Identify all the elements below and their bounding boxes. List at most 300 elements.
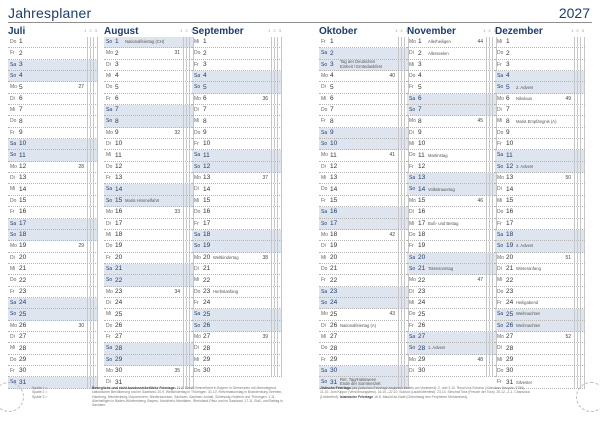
- day-row[interactable]: [8, 355, 98, 366]
- day-row[interactable]: [192, 37, 282, 48]
- day-row[interactable]: [8, 48, 98, 59]
- day-row[interactable]: [8, 230, 98, 241]
- entry-box-3[interactable]: [93, 150, 99, 160]
- entry-box-3[interactable]: [580, 309, 586, 319]
- day-row[interactable]: [495, 343, 585, 354]
- entry-box-3[interactable]: [93, 321, 99, 331]
- day-row[interactable]: [407, 207, 497, 218]
- day-row[interactable]: [192, 173, 282, 184]
- day-row[interactable]: [8, 71, 98, 82]
- day-row[interactable]: [407, 139, 497, 150]
- day-row[interactable]: [319, 60, 409, 71]
- entry-box-3[interactable]: [93, 219, 99, 229]
- entry-box-3[interactable]: [580, 162, 586, 172]
- entry-box-3[interactable]: [93, 275, 99, 285]
- day-row[interactable]: [495, 355, 585, 366]
- entry-box-3[interactable]: [580, 116, 586, 126]
- day-row[interactable]: [192, 275, 282, 286]
- day-row[interactable]: [495, 196, 585, 207]
- entry-box-3[interactable]: [277, 60, 283, 70]
- day-row[interactable]: [192, 230, 282, 241]
- entry-box-3[interactable]: [277, 253, 283, 263]
- day-row[interactable]: [495, 207, 585, 218]
- entry-box-3[interactable]: [580, 219, 586, 229]
- entry-box-3[interactable]: [277, 184, 283, 194]
- week-number: 38: [262, 254, 268, 261]
- day-row[interactable]: [8, 37, 98, 48]
- day-row[interactable]: [407, 128, 497, 139]
- day-row[interactable]: [407, 343, 497, 354]
- day-row[interactable]: [495, 37, 585, 48]
- day-row[interactable]: [192, 241, 282, 252]
- day-row[interactable]: [319, 298, 409, 309]
- day-row[interactable]: [104, 230, 194, 241]
- day-row[interactable]: [104, 275, 194, 286]
- day-row[interactable]: [192, 94, 282, 105]
- entry-box-3[interactable]: [93, 332, 99, 342]
- day-row[interactable]: [192, 219, 282, 230]
- day-number: 4: [330, 72, 334, 80]
- day-row[interactable]: [319, 230, 409, 241]
- entry-box-3[interactable]: [93, 230, 99, 240]
- day-row[interactable]: [104, 139, 194, 150]
- footer-right-body-2: 16.8. Maulid an-Nabi (Geburtstag des Propheten Mohammed).: [374, 394, 469, 399]
- day-row[interactable]: [407, 94, 497, 105]
- entry-box-3[interactable]: [93, 116, 99, 126]
- day-row[interactable]: [495, 241, 585, 252]
- day-row[interactable]: [319, 343, 409, 354]
- day-row[interactable]: [8, 207, 98, 218]
- entry-box-3[interactable]: [580, 173, 586, 183]
- day-row[interactable]: [192, 116, 282, 127]
- day-row[interactable]: [104, 162, 194, 173]
- entry-box-3[interactable]: [580, 253, 586, 263]
- day-row[interactable]: [319, 94, 409, 105]
- weekday-label: Fr: [497, 141, 502, 148]
- day-number: 24: [115, 299, 123, 307]
- day-number: 27: [506, 333, 514, 341]
- day-row[interactable]: [495, 309, 585, 320]
- entry-box-3[interactable]: [580, 150, 586, 160]
- entry-box-3[interactable]: [277, 116, 283, 126]
- day-row[interactable]: [8, 173, 98, 184]
- entry-box-3[interactable]: [580, 184, 586, 194]
- day-row[interactable]: [104, 355, 194, 366]
- day-row[interactable]: [319, 264, 409, 275]
- day-row[interactable]: [319, 309, 409, 320]
- day-row[interactable]: [192, 332, 282, 343]
- day-row[interactable]: [104, 343, 194, 354]
- day-number: 1: [19, 38, 23, 46]
- day-number: 20: [203, 253, 211, 261]
- entry-box-3[interactable]: [580, 71, 586, 81]
- weekday-label: Mo: [321, 73, 328, 80]
- day-row[interactable]: [192, 128, 282, 139]
- day-row[interactable]: [8, 321, 98, 332]
- entry-box-3[interactable]: [277, 321, 283, 331]
- day-row[interactable]: [495, 230, 585, 241]
- day-row[interactable]: [319, 105, 409, 116]
- weekday-label: Fr: [409, 84, 414, 91]
- entry-box-3[interactable]: [580, 48, 586, 58]
- entry-box-3[interactable]: [93, 162, 99, 172]
- day-row[interactable]: [495, 298, 585, 309]
- day-row[interactable]: [407, 219, 497, 230]
- day-number: 15: [418, 197, 426, 205]
- day-row[interactable]: [495, 321, 585, 332]
- day-row[interactable]: [495, 105, 585, 116]
- entry-box-3[interactable]: [580, 343, 586, 353]
- entry-box-3[interactable]: [93, 298, 99, 308]
- entry-box-3[interactable]: [277, 82, 283, 92]
- day-row[interactable]: [104, 366, 194, 377]
- day-row[interactable]: [8, 275, 98, 286]
- day-row[interactable]: [495, 162, 585, 173]
- entry-box-3[interactable]: [93, 105, 99, 115]
- day-row[interactable]: [104, 60, 194, 71]
- day-row[interactable]: [8, 94, 98, 105]
- entry-box-3[interactable]: [93, 173, 99, 183]
- day-row[interactable]: [104, 128, 194, 139]
- footer-right-title-2: Islamische Feiertage: [339, 394, 374, 399]
- column-marks: 1 2 3: [84, 28, 98, 33]
- entry-box-3[interactable]: [277, 366, 283, 376]
- entry-box-3[interactable]: [93, 60, 99, 70]
- entry-box-3[interactable]: [277, 264, 283, 274]
- weekday-label: Mi: [194, 356, 200, 363]
- day-row[interactable]: [495, 48, 585, 59]
- day-row[interactable]: [104, 332, 194, 343]
- day-row[interactable]: [8, 60, 98, 71]
- day-row[interactable]: [8, 298, 98, 309]
- entry-box-3[interactable]: [93, 343, 99, 353]
- weekday-label: Mo: [321, 311, 328, 318]
- entry-box-3[interactable]: [580, 94, 586, 104]
- entry-box-3[interactable]: [93, 139, 99, 149]
- entry-box-3[interactable]: [277, 355, 283, 365]
- day-row[interactable]: [192, 48, 282, 59]
- day-row[interactable]: [407, 105, 497, 116]
- day-row[interactable]: [495, 150, 585, 161]
- day-row[interactable]: [495, 116, 585, 127]
- day-row[interactable]: [192, 60, 282, 71]
- day-row[interactable]: [495, 94, 585, 105]
- day-row[interactable]: [407, 184, 497, 195]
- day-row[interactable]: [192, 196, 282, 207]
- entry-box-3[interactable]: [277, 173, 283, 183]
- day-row[interactable]: [407, 60, 497, 71]
- day-row[interactable]: [8, 139, 98, 150]
- day-row[interactable]: [104, 321, 194, 332]
- day-row[interactable]: [319, 219, 409, 230]
- day-row[interactable]: [8, 264, 98, 275]
- entry-box-3[interactable]: [580, 196, 586, 206]
- entry-box-3[interactable]: [277, 275, 283, 285]
- day-row[interactable]: [8, 366, 98, 377]
- day-row[interactable]: [407, 162, 497, 173]
- entry-box-3[interactable]: [277, 71, 283, 81]
- entry-box-3[interactable]: [580, 60, 586, 70]
- weekday-label: Di: [106, 379, 111, 386]
- day-row[interactable]: [407, 150, 497, 161]
- day-row[interactable]: [8, 253, 98, 264]
- entry-box-3[interactable]: [277, 48, 283, 58]
- day-row[interactable]: [407, 48, 497, 59]
- entry-box-3[interactable]: [93, 37, 99, 47]
- entry-box-3[interactable]: [93, 253, 99, 263]
- entry-box-3[interactable]: [93, 241, 99, 251]
- day-number: 7: [330, 106, 334, 114]
- day-row[interactable]: [192, 207, 282, 218]
- day-row[interactable]: [319, 184, 409, 195]
- entry-box-3[interactable]: [580, 298, 586, 308]
- day-row[interactable]: [407, 82, 497, 93]
- day-row[interactable]: [192, 150, 282, 161]
- day-number: 31: [115, 378, 123, 386]
- entry-box-3[interactable]: [580, 128, 586, 138]
- entry-box-3[interactable]: [277, 150, 283, 160]
- day-row[interactable]: [407, 366, 497, 377]
- day-number: 12: [203, 163, 211, 171]
- day-row[interactable]: [495, 82, 585, 93]
- day-row[interactable]: [319, 128, 409, 139]
- day-row[interactable]: [8, 241, 98, 252]
- column-marks: 1 2 3: [268, 28, 282, 33]
- day-row[interactable]: [407, 298, 497, 309]
- entry-box-3[interactable]: [277, 196, 283, 206]
- day-row[interactable]: [319, 116, 409, 127]
- entry-box-3[interactable]: [277, 162, 283, 172]
- day-row[interactable]: [319, 71, 409, 82]
- day-row[interactable]: [8, 150, 98, 161]
- day-row[interactable]: [319, 150, 409, 161]
- day-row[interactable]: [104, 309, 194, 320]
- day-row[interactable]: [8, 196, 98, 207]
- entry-box-3[interactable]: [93, 207, 99, 217]
- day-row[interactable]: [192, 355, 282, 366]
- day-row[interactable]: [104, 150, 194, 161]
- day-row[interactable]: [104, 241, 194, 252]
- day-row[interactable]: [8, 343, 98, 354]
- entry-box-3[interactable]: [277, 287, 283, 297]
- day-row[interactable]: [192, 298, 282, 309]
- day-row[interactable]: [495, 264, 585, 275]
- day-row[interactable]: [192, 343, 282, 354]
- day-row[interactable]: [407, 37, 497, 48]
- day-row[interactable]: [192, 253, 282, 264]
- day-row[interactable]: [495, 184, 585, 195]
- entry-box-3[interactable]: [277, 207, 283, 217]
- day-row[interactable]: [407, 332, 497, 343]
- day-row[interactable]: [192, 366, 282, 377]
- day-row[interactable]: [495, 60, 585, 71]
- day-row[interactable]: [319, 82, 409, 93]
- day-row[interactable]: [407, 264, 497, 275]
- day-row[interactable]: [192, 139, 282, 150]
- entry-box-3[interactable]: [580, 139, 586, 149]
- day-row[interactable]: [319, 287, 409, 298]
- weekday-label: Mi: [409, 61, 415, 68]
- day-row[interactable]: [495, 366, 585, 377]
- entry-box-3[interactable]: [93, 287, 99, 297]
- day-row[interactable]: [319, 355, 409, 366]
- day-row[interactable]: [104, 116, 194, 127]
- day-row[interactable]: [319, 162, 409, 173]
- entry-box-3[interactable]: [93, 366, 99, 376]
- day-row[interactable]: [8, 184, 98, 195]
- entry-box-3[interactable]: [277, 37, 283, 47]
- day-number: 19: [203, 242, 211, 250]
- entry-box-3[interactable]: [93, 355, 99, 365]
- day-row[interactable]: [407, 355, 497, 366]
- entry-box-3[interactable]: [93, 71, 99, 81]
- day-row[interactable]: [192, 162, 282, 173]
- entry-box-3[interactable]: [580, 355, 586, 365]
- weekday-label: Di: [10, 95, 15, 102]
- entry-box-3[interactable]: [277, 230, 283, 240]
- day-row[interactable]: [407, 71, 497, 82]
- day-number: 11: [19, 151, 26, 159]
- day-row[interactable]: [192, 71, 282, 82]
- day-row[interactable]: [407, 241, 497, 252]
- entry-box-3[interactable]: [580, 321, 586, 331]
- day-row[interactable]: [192, 321, 282, 332]
- day-row[interactable]: [104, 287, 194, 298]
- entry-box-3[interactable]: [580, 275, 586, 285]
- day-row[interactable]: [104, 298, 194, 309]
- day-row[interactable]: [192, 264, 282, 275]
- day-row[interactable]: [495, 219, 585, 230]
- day-row[interactable]: [319, 275, 409, 286]
- day-row[interactable]: [495, 332, 585, 343]
- entry-box-3[interactable]: [277, 139, 283, 149]
- day-row[interactable]: [104, 253, 194, 264]
- weekday-label: Mi: [106, 231, 112, 238]
- day-row[interactable]: [8, 309, 98, 320]
- day-row[interactable]: [319, 366, 409, 377]
- day-row[interactable]: [407, 321, 497, 332]
- entry-box-3[interactable]: [580, 207, 586, 217]
- entry-box-3[interactable]: [580, 264, 586, 274]
- day-row[interactable]: [104, 105, 194, 116]
- day-row[interactable]: [192, 184, 282, 195]
- day-row[interactable]: [104, 207, 194, 218]
- day-row[interactable]: [319, 207, 409, 218]
- day-row[interactable]: [407, 253, 497, 264]
- day-row[interactable]: [407, 287, 497, 298]
- entry-box-3[interactable]: [93, 128, 99, 138]
- entry-box-3[interactable]: [580, 366, 586, 376]
- day-row[interactable]: [495, 139, 585, 150]
- day-row[interactable]: [319, 332, 409, 343]
- day-row[interactable]: [8, 287, 98, 298]
- weekday-label: Mi: [194, 118, 200, 125]
- day-row[interactable]: [407, 309, 497, 320]
- day-row[interactable]: [192, 309, 282, 320]
- entry-box-3[interactable]: [93, 309, 99, 319]
- day-row[interactable]: [495, 253, 585, 264]
- entry-box-3[interactable]: [580, 287, 586, 297]
- week-number: 46: [477, 197, 483, 204]
- day-row[interactable]: [8, 82, 98, 93]
- entry-box-3[interactable]: [580, 241, 586, 251]
- day-row[interactable]: [495, 173, 585, 184]
- day-row[interactable]: [407, 196, 497, 207]
- entry-box-3[interactable]: [277, 94, 283, 104]
- entry-box-3[interactable]: [93, 196, 99, 206]
- entry-box-3[interactable]: [277, 298, 283, 308]
- day-row[interactable]: [8, 162, 98, 173]
- day-row[interactable]: [495, 128, 585, 139]
- day-row[interactable]: [8, 332, 98, 343]
- day-row[interactable]: [319, 241, 409, 252]
- entry-box-3[interactable]: [277, 343, 283, 353]
- day-row[interactable]: [407, 173, 497, 184]
- day-row[interactable]: [319, 37, 409, 48]
- entry-box-3[interactable]: [580, 230, 586, 240]
- entry-box-3[interactable]: [277, 309, 283, 319]
- day-row[interactable]: [104, 37, 194, 48]
- entry-box-3[interactable]: [580, 37, 586, 47]
- entry-box-3[interactable]: [580, 105, 586, 115]
- day-number: 24: [506, 299, 514, 307]
- day-row[interactable]: [319, 321, 409, 332]
- day-row[interactable]: [8, 105, 98, 116]
- day-row[interactable]: [8, 116, 98, 127]
- day-row[interactable]: [319, 48, 409, 59]
- day-row[interactable]: [407, 275, 497, 286]
- entry-box-3[interactable]: [93, 184, 99, 194]
- day-row[interactable]: [8, 128, 98, 139]
- day-row[interactable]: [407, 116, 497, 127]
- entry-box-3[interactable]: [580, 82, 586, 92]
- entry-box-3[interactable]: [277, 128, 283, 138]
- day-row[interactable]: [407, 230, 497, 241]
- day-row[interactable]: [192, 82, 282, 93]
- day-row[interactable]: [104, 82, 194, 93]
- day-row[interactable]: [104, 94, 194, 105]
- day-row[interactable]: [495, 71, 585, 82]
- day-row[interactable]: [319, 139, 409, 150]
- day-row[interactable]: [319, 173, 409, 184]
- entry-box-3[interactable]: [93, 264, 99, 274]
- entry-box-3[interactable]: [277, 332, 283, 342]
- entry-box-3[interactable]: [93, 94, 99, 104]
- day-row[interactable]: [192, 287, 282, 298]
- day-row[interactable]: [104, 196, 194, 207]
- day-row[interactable]: [104, 173, 194, 184]
- entry-box-3[interactable]: [93, 82, 99, 92]
- day-row[interactable]: [104, 184, 194, 195]
- entry-box-3[interactable]: [277, 241, 283, 251]
- day-row[interactable]: [104, 264, 194, 275]
- day-row[interactable]: [104, 48, 194, 59]
- entry-box-3[interactable]: [277, 219, 283, 229]
- day-row[interactable]: [495, 287, 585, 298]
- entry-box-3[interactable]: [277, 105, 283, 115]
- day-row[interactable]: [104, 219, 194, 230]
- day-row[interactable]: [495, 275, 585, 286]
- day-row[interactable]: [319, 253, 409, 264]
- day-row[interactable]: [319, 196, 409, 207]
- day-row[interactable]: [8, 219, 98, 230]
- day-number: 22: [203, 276, 211, 284]
- day-row[interactable]: [192, 105, 282, 116]
- weekday-label: Mi: [10, 265, 16, 272]
- entry-box-3[interactable]: [93, 48, 99, 58]
- day-row[interactable]: [104, 71, 194, 82]
- entry-box-3[interactable]: [580, 332, 586, 342]
